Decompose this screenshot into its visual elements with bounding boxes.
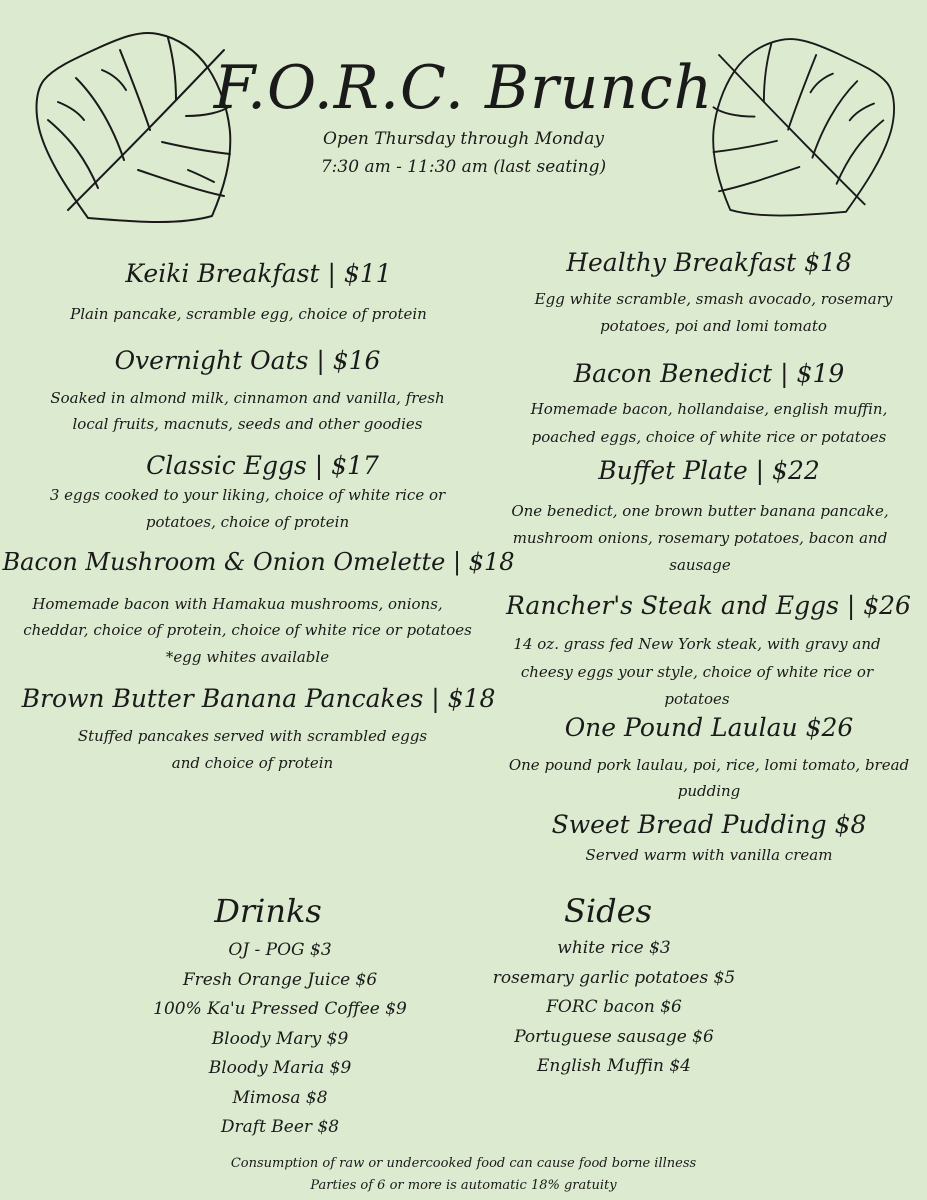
menu-item-desc: pudding — [677, 782, 741, 800]
menu-item-title: Buffet Plate | $22 — [598, 456, 820, 485]
food-safety-notice: Consumption of raw or undercooked food can cause food borne illness — [230, 1156, 697, 1171]
menu-item-desc: and choice of protein — [171, 754, 334, 772]
drink-item: 100% Ka'u Pressed Coffee $9 — [153, 999, 407, 1019]
menu-item-desc: Stuffed pancakes served with scrambled eggs — [77, 727, 428, 745]
menu-item-title: Bacon Mushroom & Onion Omelette | $18 — [2, 548, 515, 576]
menu-item-desc: One pound pork laulau, poi, rice, lomi tomato, bread — [508, 756, 910, 774]
menu-item-desc: One benedict, one brown butter banana pancake, — [511, 502, 889, 520]
drink-item: OJ - POG $3 — [228, 940, 332, 960]
hours-days: Open Thursday through Monday — [323, 129, 604, 149]
sides-list — [440, 934, 788, 1082]
menu-item-title: Bacon Benedict | $19 — [573, 359, 845, 388]
menu-item-desc: local fruits, macnuts, seeds and other goodies — [72, 415, 423, 433]
page-title: F.O.R.C. Brunch — [213, 53, 714, 123]
menu-item-title: Healthy Breakfast $18 — [566, 248, 852, 277]
menu-item-desc: cheddar, choice of protein, choice of white rice or potatoes — [23, 621, 472, 639]
monstera-leaf-icon — [706, 20, 902, 230]
gratuity-notice: Parties of 6 or more is automatic 18% gratuity — [310, 1178, 617, 1193]
menu-item-title: Classic Eggs | $17 — [146, 451, 379, 480]
menu-item-desc: 3 eggs cooked to your liking, choice of white rice or — [49, 486, 446, 504]
hours-times: 7:30 am - 11:30 am (last seating) — [320, 157, 607, 177]
menu-item-desc: poached eggs, choice of white rice or potatoes — [531, 428, 887, 446]
drink-item: Bloody Maria $9 — [208, 1058, 352, 1078]
menu-item-desc: 14 oz. grass fed New York steak, with gravy and — [513, 635, 881, 653]
drink-item: Mimosa $8 — [232, 1087, 328, 1108]
menu-item-desc: sausage — [669, 556, 731, 574]
menu-item-title: Keiki Breakfast | $11 — [125, 259, 392, 288]
sides-heading: Sides — [564, 892, 652, 930]
side-item: rosemary garlic potatoes $5 — [492, 967, 736, 988]
menu-item-desc: potatoes, poi and lomi tomato — [600, 317, 827, 335]
side-item: English Muffin $4 — [536, 1056, 691, 1076]
menu-item-desc: potatoes, choice of protein — [145, 513, 350, 531]
drinks-list — [100, 936, 460, 1143]
menu-item-desc: Egg white scramble, smash avocado, rosemary — [534, 290, 893, 308]
menu-item-desc: Served warm with vanilla cream — [585, 846, 833, 864]
menu-item-title: One Pound Laulau $26 — [564, 713, 854, 742]
drink-item: Draft Beer $8 — [220, 1117, 340, 1137]
menu-item-desc: *egg whites available — [165, 648, 330, 666]
menu-item-desc: potatoes — [664, 690, 730, 708]
menu-item-desc: Plain pancake, scramble egg, choice of protein — [70, 305, 427, 323]
drinks-heading: Drinks — [214, 892, 322, 930]
menu-item-title: Overnight Oats | $16 — [114, 346, 381, 375]
menu-item-title: Rancher's Steak and Eggs | $26 — [506, 591, 911, 620]
menu-item-title: Sweet Bread Pudding $8 — [551, 810, 867, 839]
drink-item: Fresh Orange Juice $6 — [182, 969, 378, 990]
menu-item-desc: Homemade bacon with Hamakua mushrooms, onions, — [32, 595, 443, 613]
menu-item-desc: Homemade bacon, hollandaise, english muffin, — [530, 400, 888, 418]
menu-item-title: Brown Butter Banana Pancakes | $18 — [21, 684, 496, 713]
menu-item-desc: mushroom onions, rosemary potatoes, bacon and — [512, 529, 888, 547]
drink-item: Bloody Mary $9 — [211, 1028, 349, 1049]
side-item: FORC bacon $6 — [546, 997, 682, 1017]
side-item: white rice $3 — [557, 938, 671, 958]
side-item: Portuguese sausage $6 — [514, 1026, 714, 1047]
menu-item-desc: cheesy eggs your style, choice of white rice or — [520, 663, 874, 681]
menu-item-desc: Soaked in almond milk, cinnamon and vanilla, fresh — [50, 389, 445, 407]
